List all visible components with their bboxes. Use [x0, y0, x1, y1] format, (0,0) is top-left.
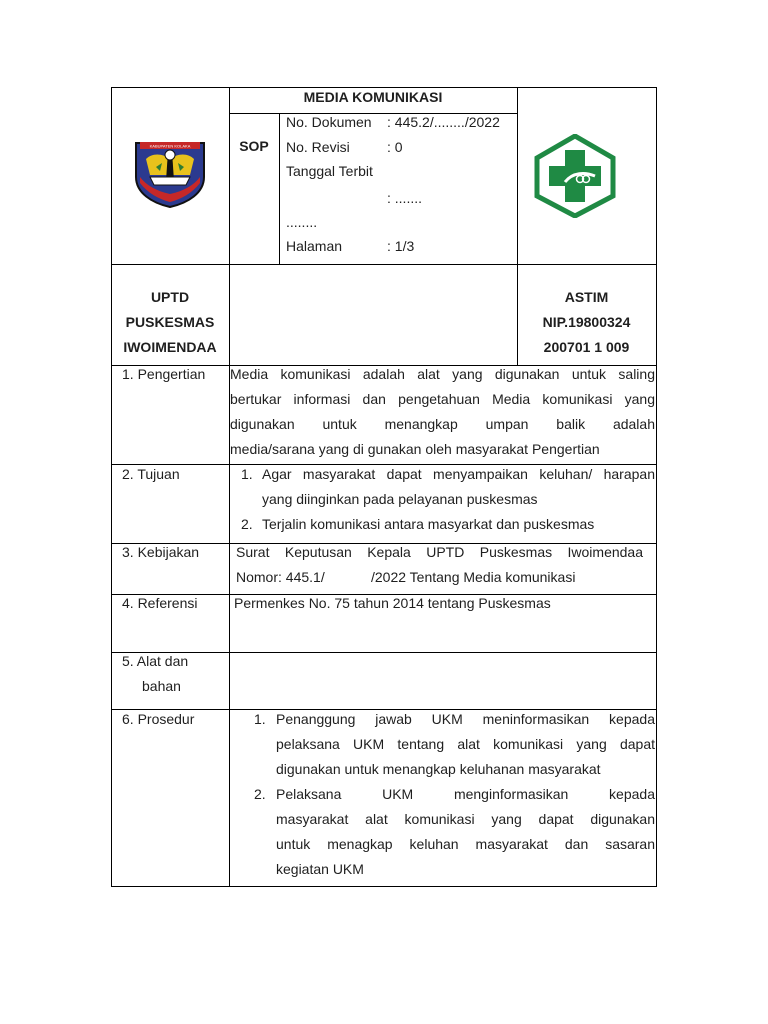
- section-label-pengertian: 1. Pengertian: [122, 366, 206, 382]
- pengertian-line: bertukar informasi dan pengetahuan Media komunikasi yang: [230, 391, 655, 407]
- prosedur-item-text: untuk menagkap keluhan masyarakat dan sasaran: [276, 836, 655, 852]
- revision-label: No. Revisi: [286, 139, 350, 155]
- kebijakan-line: Surat Keputusan Kepala UPTD Puskesmas Iwoimendaa: [236, 544, 643, 560]
- tujuan-item-number: 2.: [241, 516, 253, 532]
- tujuan-item-text: Agar masyarakat dapat menyampaikan keluhan/ harapan: [262, 466, 655, 482]
- crest-caption: KABUPATEN KOLAKA: [149, 143, 191, 149]
- prosedur-item-text: kegiatan UKM: [276, 861, 364, 877]
- page-label: Halaman: [286, 238, 343, 254]
- section-label-tujuan: 2. Tujuan: [122, 466, 180, 482]
- org-name-line3: IWOIMENDAA: [123, 339, 217, 355]
- issue-date-label: Tanggal Terbit: [286, 163, 373, 179]
- doc-number-label: No. Dokumen: [286, 114, 372, 130]
- district-crest-logo: [132, 137, 208, 209]
- signer-nip-line1: NIP.19800324: [542, 314, 631, 330]
- section-label-kebijakan: 3. Kebijakan: [122, 544, 200, 560]
- pengertian-line: media/sarana yang di gunakan oleh masyarakat Pengertian: [230, 441, 600, 457]
- prosedur-item-number: 2.: [254, 786, 266, 802]
- pengertian-line: Media komunikasi adalah alat yang digunakan untuk saling: [230, 366, 655, 382]
- signer-name: ASTIM: [564, 289, 609, 305]
- puskesmas-logo: [533, 134, 617, 218]
- revision-value: : 0: [387, 139, 403, 155]
- prosedur-item-text: Penanggung jawab UKM meninformasikan kepada: [276, 711, 655, 727]
- section-label-referensi: 4. Referensi: [122, 595, 198, 611]
- referensi-text: Permenkes No. 75 tahun 2014 tentang Puskesmas: [234, 595, 551, 611]
- prosedur-item-text: masyarakat alat komunikasi yang dapat digunakan: [276, 811, 655, 827]
- tujuan-item-text: Terjalin komunikasi antara masyarkat dan puskesmas: [262, 516, 595, 532]
- sop-label: SOP: [239, 138, 269, 154]
- page-value: : 1/3: [387, 238, 415, 254]
- tujuan-item-text: yang diinginkan pada pelayanan puskesmas: [262, 491, 538, 507]
- section-label-alat: 5. Alat dan: [122, 653, 189, 669]
- org-name-line1: UPTD: [150, 289, 190, 305]
- section-label-prosedur: 6. Prosedur: [122, 711, 195, 727]
- signer-nip-line2: 200701 1 009: [543, 339, 630, 355]
- kebijakan-number-rest: /2022 Tentang Media komunikasi: [371, 569, 576, 585]
- tujuan-item-number: 1.: [241, 466, 253, 482]
- issue-date-value: : .......: [387, 190, 423, 206]
- org-name-line2: PUSKESMAS: [125, 314, 215, 330]
- pengertian-line: digunakan untuk menangkap umpan balik adalah: [230, 416, 655, 432]
- prosedur-item-text: Pelaksana UKM menginformasikan kepada: [276, 786, 655, 802]
- prosedur-item-text: digunakan untuk menangkap keluhanan masyarakat: [276, 761, 601, 777]
- document-title: MEDIA KOMUNIKASI: [303, 89, 443, 105]
- kebijakan-number: Nomor: 445.1/: [236, 569, 325, 585]
- doc-number-value: : 445.2/......../2022: [387, 114, 500, 130]
- prosedur-item-number: 1.: [254, 711, 266, 727]
- section-label-alat-cont: bahan: [142, 678, 181, 694]
- prosedur-item-text: pelaksana UKM tentang alat komunikasi yang dapat: [276, 736, 655, 752]
- issue-date-continued: ........: [286, 214, 318, 230]
